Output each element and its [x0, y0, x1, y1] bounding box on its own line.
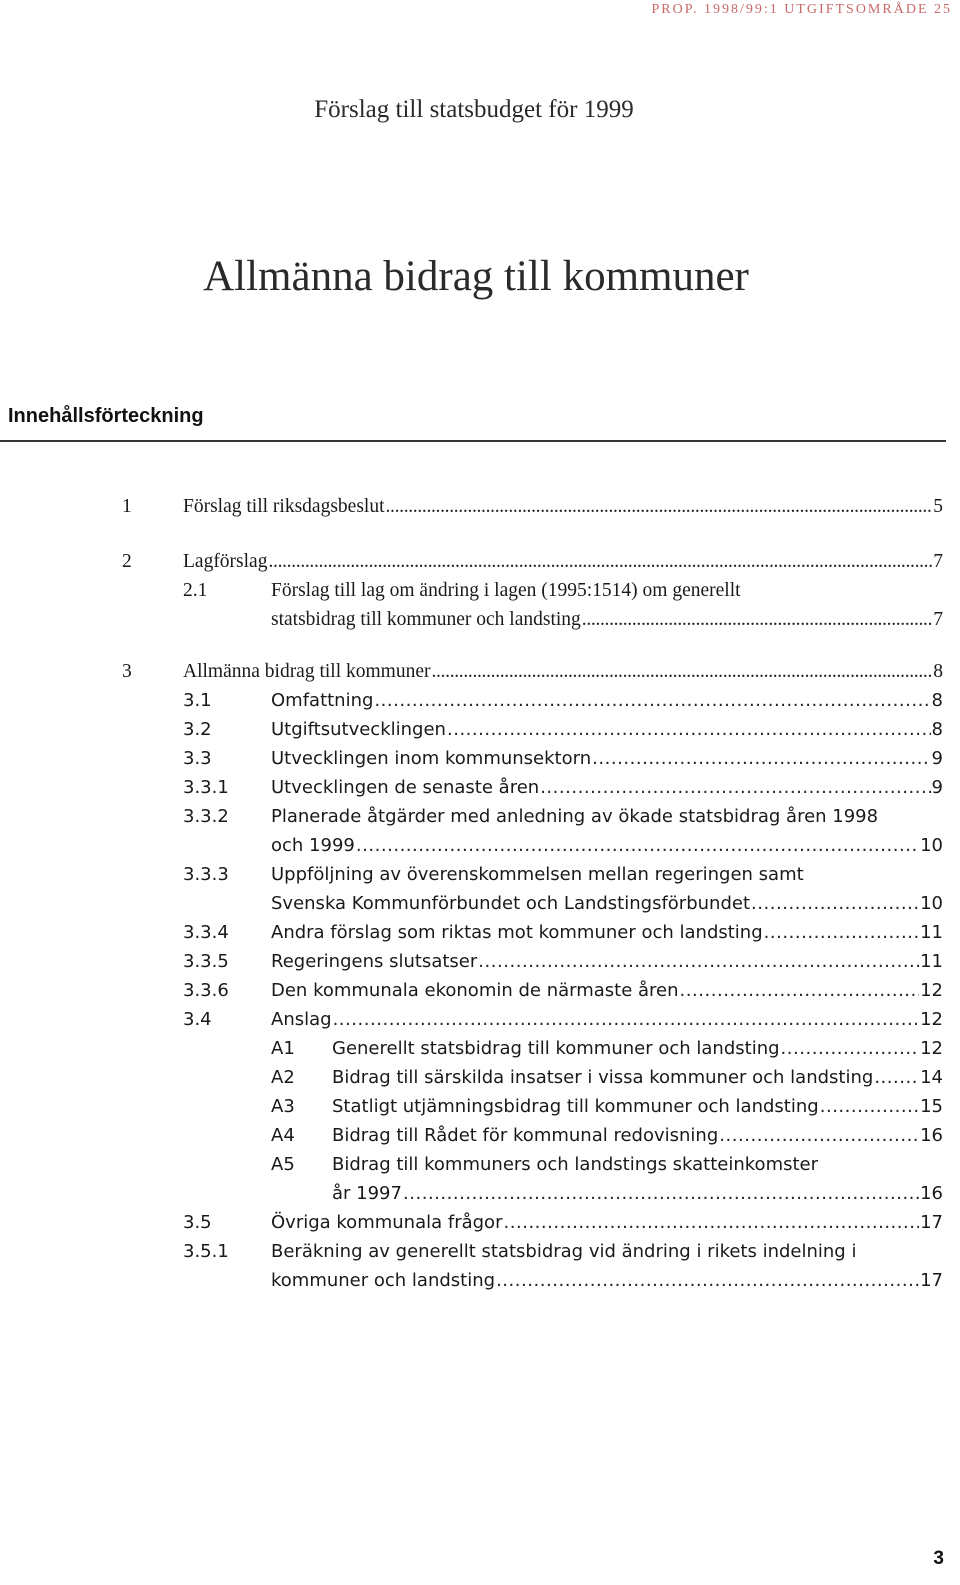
toc-entry-number: A4 [271, 1125, 295, 1146]
toc-entry-page: 8 [931, 690, 943, 711]
toc-entry[interactable] [271, 919, 943, 947]
toc-entry[interactable] [271, 1006, 943, 1034]
toc-entry-number: 3.5.1 [183, 1241, 229, 1262]
toc-entry-page: 12 [920, 1009, 943, 1030]
toc-entry[interactable] [271, 803, 943, 831]
toc-entry-page: 11 [920, 951, 943, 972]
toc-entry-number: A3 [271, 1096, 295, 1117]
toc-entry-label: Förslag till lag om ändring i lagen (1995:1514) om generellt [271, 580, 741, 601]
toc-entry-label: Regeringens slutsatser [271, 951, 478, 972]
toc-leader-dots [540, 774, 930, 802]
toc-entry-page: 8 [933, 661, 943, 682]
toc-entry-label: Planerade åtgärder med anledning av ökade statsbidrag åren 1998 [271, 806, 879, 827]
toc-leader-dots [820, 1093, 919, 1121]
toc-entry-page: 10 [920, 893, 943, 914]
toc-leader-dots [592, 745, 930, 773]
toc-entry-continuation[interactable] [271, 606, 943, 634]
toc-entry[interactable] [332, 1122, 943, 1150]
toc-entry[interactable] [183, 658, 943, 686]
toc-entry-continuation[interactable] [332, 1180, 943, 1208]
toc-entry-label: Utgiftsutvecklingen [271, 719, 446, 740]
toc-entry-label: kommuner och landsting [271, 1270, 496, 1291]
toc-entry-number: 1 [122, 496, 132, 517]
toc-leader-dots [268, 548, 932, 576]
toc-entry-label: Statligt utjämningsbidrag till kommuner och landsting [332, 1096, 819, 1117]
toc-entry-label: Bidrag till kommuners och landstings skatteinkomster [332, 1154, 819, 1175]
toc-entry-number: 3.3.4 [183, 922, 229, 943]
toc-entry-label: Allmänna bidrag till kommuner [183, 661, 431, 682]
toc-entry-number: 3.5 [183, 1212, 212, 1233]
toc-entry-number: A5 [271, 1154, 295, 1175]
toc-leader-dots [403, 1180, 919, 1208]
toc-entry-number: 3.1 [183, 690, 212, 711]
toc-entry[interactable] [183, 493, 943, 521]
toc-entry-label: Andra förslag som riktas mot kommuner och landsting [271, 922, 763, 943]
toc-entry-label: Generellt statsbidrag till kommuner och landsting [332, 1038, 780, 1059]
toc-entry-label: Anslag [271, 1009, 332, 1030]
toc-entry-page: 11 [920, 922, 943, 943]
toc-entry-number: 2.1 [183, 580, 208, 601]
toc-entry-page: 12 [920, 1038, 943, 1059]
document-title: Allmänna bidrag till kommuner [203, 253, 749, 300]
toc-entry-label: Svenska Kommunförbundet och Landstingsförbundet [271, 893, 751, 914]
toc-entry-page: 17 [920, 1270, 943, 1291]
toc-entry[interactable] [271, 948, 943, 976]
toc-leader-dots [374, 687, 930, 715]
toc-entry-label: Den kommunala ekonomin de närmaste åren [271, 980, 679, 1001]
toc-entry-continuation[interactable] [271, 1267, 943, 1295]
toc-leader-dots [751, 890, 919, 918]
toc-entry[interactable] [271, 774, 943, 802]
toc-entry-page: 9 [931, 748, 943, 769]
toc-entry[interactable] [332, 1035, 943, 1063]
toc-entry-number: 3.3.1 [183, 777, 229, 798]
toc-leader-dots [333, 1006, 920, 1034]
toc-entry-number: A1 [271, 1038, 295, 1059]
toc-leader-dots [874, 1064, 919, 1092]
toc-entry[interactable] [271, 977, 943, 1005]
toc-entry-page: 15 [920, 1096, 943, 1117]
toc-entry-number: 3 [122, 661, 132, 682]
toc-entry-page: 17 [920, 1212, 943, 1233]
toc-entry[interactable] [271, 1238, 943, 1266]
toc-entry[interactable] [271, 577, 943, 605]
toc-leader-dots [386, 493, 933, 521]
toc-entry-label: Utvecklingen de senaste åren [271, 777, 540, 798]
toc-entry[interactable] [271, 687, 943, 715]
toc-leader-dots [432, 658, 933, 686]
toc-entry[interactable] [271, 745, 943, 773]
toc-entry-label: Uppföljning av överenskommelsen mellan regeringen samt [271, 864, 804, 885]
toc-entry[interactable] [271, 1209, 943, 1237]
toc-entry-page: 9 [931, 777, 943, 798]
toc-entry-label: Bidrag till Rådet för kommunal redovisning [332, 1125, 719, 1146]
toc-entry-number: 3.3.2 [183, 806, 229, 827]
toc-entry-page: 16 [920, 1125, 943, 1146]
toc-entry-page: 7 [933, 609, 943, 630]
toc-entry-label: statsbidrag till kommuner och landsting [271, 609, 581, 630]
toc-leader-dots [781, 1035, 920, 1063]
toc-entry[interactable] [332, 1151, 943, 1179]
toc-entry-label: och 1999 [271, 835, 355, 856]
toc-entry-page: 12 [920, 980, 943, 1001]
toc-entry[interactable] [183, 548, 943, 576]
toc-entry[interactable] [332, 1093, 943, 1121]
toc-entry-label: år 1997 [332, 1183, 402, 1204]
toc-leader-dots [478, 948, 919, 976]
toc-entry-number: 3.3 [183, 748, 212, 769]
toc-entry-label: Lagförslag [183, 551, 268, 572]
toc-leader-dots [582, 606, 932, 634]
toc-entry-number: 3.3.5 [183, 951, 229, 972]
toc-entry-page: 14 [920, 1067, 943, 1088]
toc-leader-dots [496, 1267, 919, 1295]
toc-divider [0, 440, 946, 442]
toc-entry-continuation[interactable] [271, 832, 943, 860]
toc-entry-label: Förslag till riksdagsbeslut [183, 496, 385, 517]
toc-entry-number: 3.2 [183, 719, 212, 740]
document-subtitle: Förslag till statsbudget för 1999 [314, 96, 634, 123]
toc-leader-dots [447, 716, 931, 744]
toc-leader-dots [719, 1122, 919, 1150]
toc-entry-label: Övriga kommunala frågor [271, 1212, 503, 1233]
toc-entry-label: Omfattning [271, 690, 374, 711]
toc-entry[interactable] [271, 861, 943, 889]
toc-entry-number: A2 [271, 1067, 295, 1088]
toc-entry[interactable] [332, 1064, 943, 1092]
toc-leader-dots [764, 919, 919, 947]
toc-leader-dots [503, 1209, 919, 1237]
toc-leader-dots [680, 977, 920, 1005]
toc-entry-number: 3.3.3 [183, 864, 229, 885]
toc-leader-dots [356, 832, 919, 860]
toc-entry-page: 16 [920, 1183, 943, 1204]
toc-entry-page: 10 [920, 835, 943, 856]
toc-entry-number: 3.3.6 [183, 980, 229, 1001]
toc-entry-label: Utvecklingen inom kommunsektorn [271, 748, 592, 769]
toc-heading: Innehållsförteckning [8, 405, 204, 427]
toc-entry-page: 8 [931, 719, 943, 740]
toc-entry-page: 5 [933, 496, 943, 517]
toc-entry-label: Bidrag till särskilda insatser i vissa kommuner och landsting [332, 1067, 874, 1088]
running-header: PROP. 1998/99:1 UTGIFTSOMRÅDE 25 [651, 2, 952, 17]
toc-entry-label: Beräkning av generellt statsbidrag vid ändring i rikets indelning i [271, 1241, 857, 1262]
toc-entry-page: 7 [933, 551, 943, 572]
toc-entry[interactable] [271, 716, 943, 744]
toc-entry-continuation[interactable] [271, 890, 943, 918]
page-number: 3 [933, 1548, 944, 1569]
toc-entry-number: 2 [122, 551, 132, 572]
toc-entry-number: 3.4 [183, 1009, 212, 1030]
